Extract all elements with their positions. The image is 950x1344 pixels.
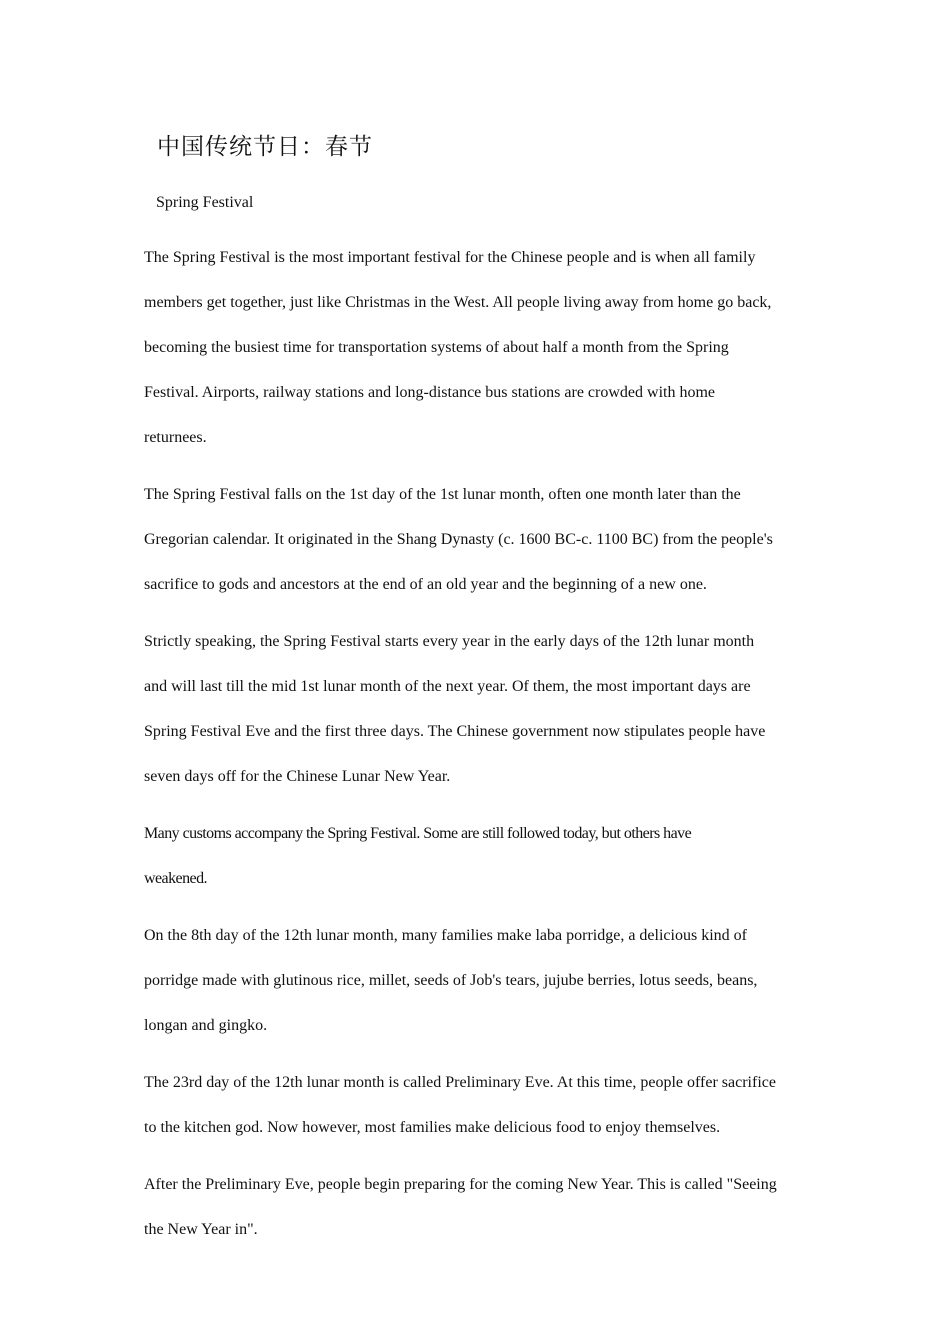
document-title: 中国传统节日：春节 xyxy=(157,134,373,160)
paragraph-line: Spring Festival Eve and the first three days. The Chinese government now stipulates people have xyxy=(144,723,766,740)
paragraph-line: Gregorian calendar. It originated in the Shang Dynasty (c. 1600 BC-c. 1100 BC) from the people's xyxy=(144,531,773,548)
paragraph-laba-porridge xyxy=(144,913,814,1048)
paragraph-line: to the kitchen god. Now however, most families make delicious food to enjoy themselves. xyxy=(144,1119,721,1136)
paragraph-line: seven days off for the Chinese Lunar New Year. xyxy=(144,768,451,785)
paragraph-line: weakened. xyxy=(144,870,208,887)
paragraph-spring-festival-importance xyxy=(144,235,814,460)
paragraph-line: sacrifice to gods and ancestors at the end of an old year and the beginning of a new one. xyxy=(144,576,707,593)
paragraph-line: Many customs accompany the Spring Festival. Some are still followed today, but others have xyxy=(144,825,692,842)
paragraph-line: porridge made with glutinous rice, millet, seeds of Job's tears, jujube berries, lotus seeds, beans, xyxy=(144,972,758,989)
paragraph-line: The Spring Festival falls on the 1st day of the 1st lunar month, often one month later than the xyxy=(144,486,741,503)
document-body xyxy=(144,235,814,1264)
paragraph-line: and will last till the mid 1st lunar month of the next year. Of them, the most important days are xyxy=(144,678,751,695)
paragraph-line: the New Year in". xyxy=(144,1221,258,1238)
paragraph-line: returnees. xyxy=(144,429,207,446)
paragraph-line: Strictly speaking, the Spring Festival starts every year in the early days of the 12th lunar month xyxy=(144,633,755,650)
paragraph-line: longan and gingko. xyxy=(144,1017,268,1034)
paragraph-seeing-new-year-in xyxy=(144,1162,814,1252)
paragraph-line: After the Preliminary Eve, people begin preparing for the coming New Year. This is called "Seeing xyxy=(144,1176,777,1193)
paragraph-line: On the 8th day of the 12th lunar month, many families make laba porridge, a delicious kind of xyxy=(144,927,747,944)
paragraph-line: The Spring Festival is the most important festival for the Chinese people and is when all family xyxy=(144,249,756,266)
paragraph-line: members get together, just like Christmas in the West. All people living away from home go back, xyxy=(144,294,772,311)
paragraph-line: The 23rd day of the 12th lunar month is called Preliminary Eve. At this time, people offer sacrifice xyxy=(144,1074,776,1091)
paragraph-festival-duration xyxy=(144,619,814,799)
paragraph-festival-origin xyxy=(144,472,814,607)
document-subtitle: Spring Festival xyxy=(156,194,254,211)
paragraph-preliminary-eve xyxy=(144,1060,814,1150)
paragraph-customs xyxy=(144,811,814,901)
paragraph-line: Festival. Airports, railway stations and long-distance bus stations are crowded with home xyxy=(144,384,715,401)
paragraph-line: becoming the busiest time for transportation systems of about half a month from the Spring xyxy=(144,339,729,356)
